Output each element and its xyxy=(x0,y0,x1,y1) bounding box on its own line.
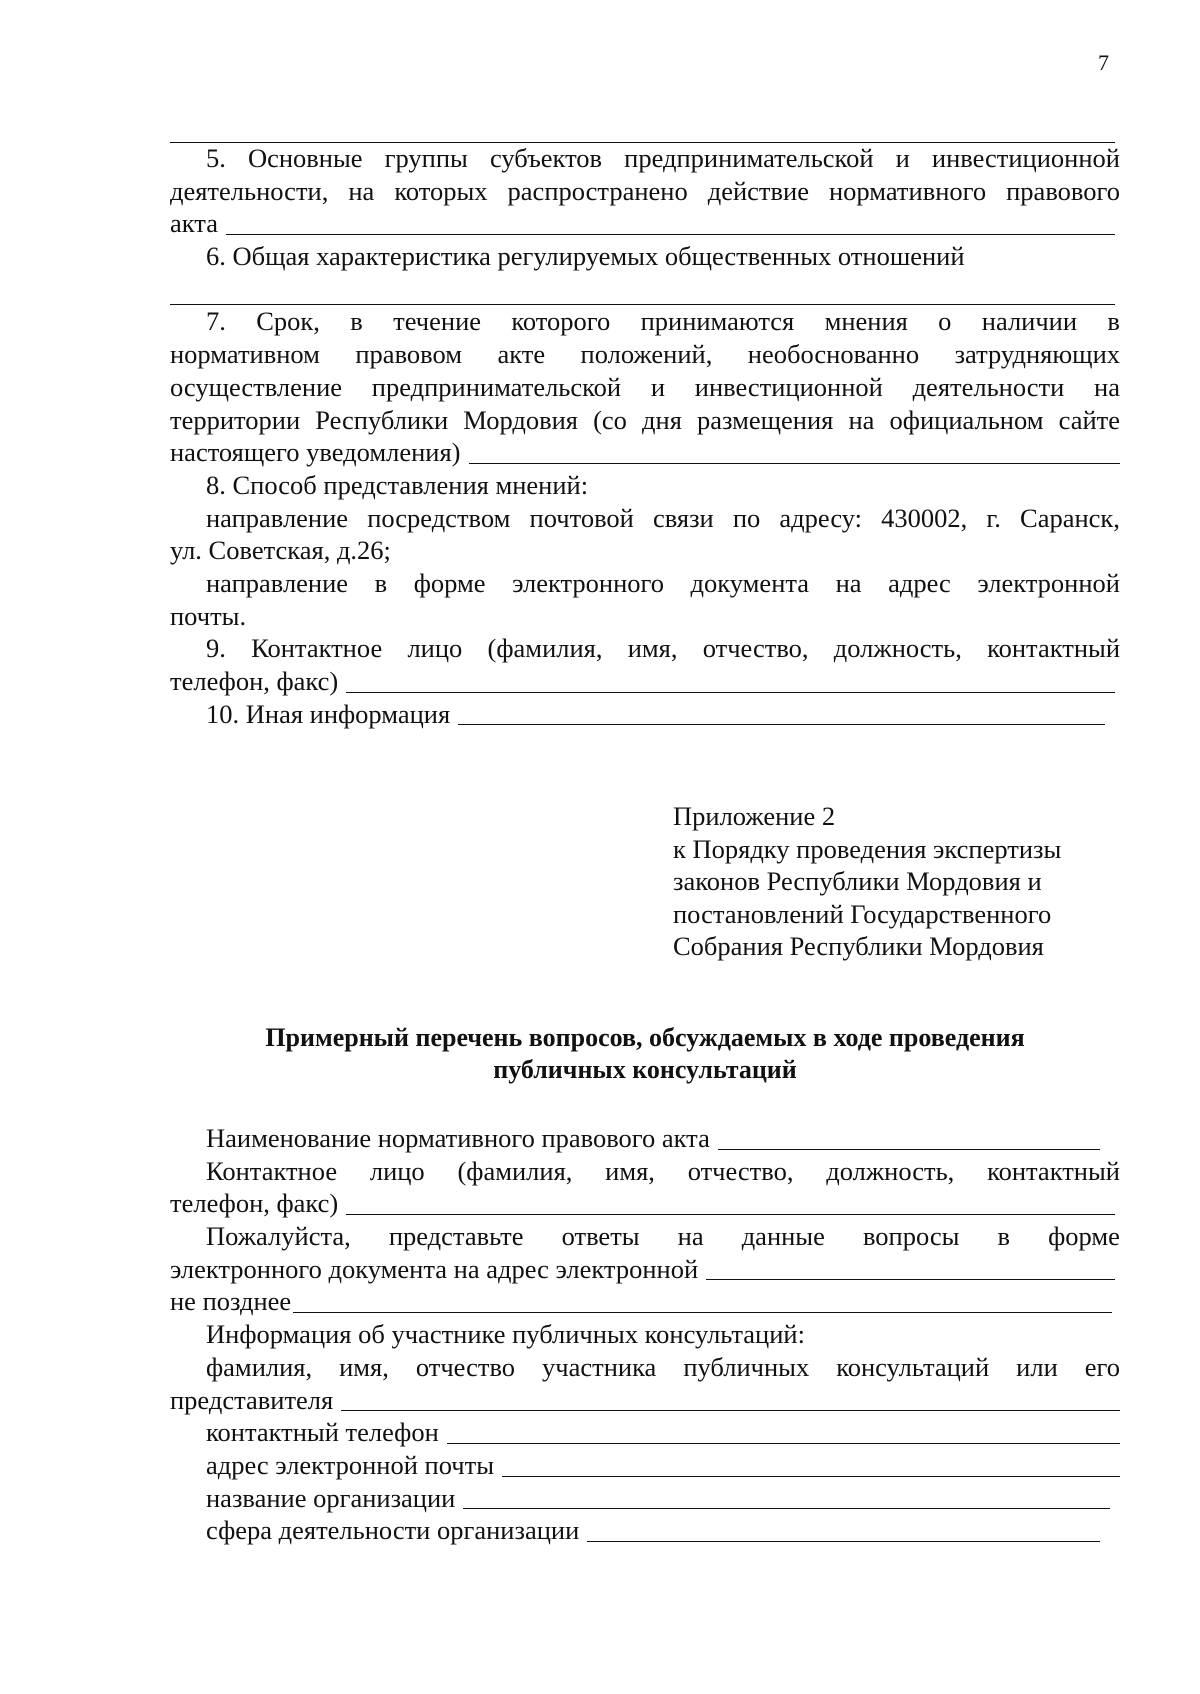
appendix-line: Приложение 2 xyxy=(673,801,836,831)
s9-line1 xyxy=(170,632,1120,665)
s5-blank xyxy=(226,234,1115,235)
email-target-blank xyxy=(706,1279,1115,1280)
word: электронного xyxy=(512,567,664,598)
title-line2: публичных консультаций xyxy=(493,1055,797,1084)
word: адресу: xyxy=(779,502,863,533)
word: группы xyxy=(384,143,468,173)
email-target-label: электронного документа на адрес электронной xyxy=(170,1253,699,1284)
word: Саранск, xyxy=(1020,502,1120,533)
s5-line3-text: акта xyxy=(170,208,218,239)
word: наличии xyxy=(981,306,1078,337)
fio-row1 xyxy=(170,1351,1120,1384)
please-row1 xyxy=(170,1220,1120,1253)
word: необоснованно xyxy=(747,339,920,370)
word: официальном xyxy=(889,404,1044,435)
s10-blank xyxy=(458,724,1105,725)
word: в xyxy=(350,306,363,337)
word: (фамилия, xyxy=(487,633,603,664)
s9-line2 xyxy=(170,665,1120,698)
s7-line5 xyxy=(170,436,1120,469)
appendix-line: к Порядку проведения экспертизы xyxy=(673,833,1062,864)
s8-line2 xyxy=(170,502,1120,535)
word: нормативном xyxy=(170,339,320,370)
word: документа xyxy=(690,567,810,598)
word: на xyxy=(1094,371,1120,402)
act-name-label: Наименование нормативного правового акта xyxy=(206,1123,710,1153)
word: Срок, xyxy=(256,306,320,337)
contact-row2 xyxy=(170,1187,1120,1220)
word: отчество, xyxy=(687,1155,794,1186)
word: на xyxy=(848,404,875,435)
word: субъектов xyxy=(489,143,603,173)
org-name-row xyxy=(170,1482,1120,1515)
word: на xyxy=(835,567,862,598)
fio-row2 xyxy=(170,1384,1120,1417)
org-sphere-label: сфера деятельности организации xyxy=(206,1515,580,1546)
word: лицо xyxy=(407,633,463,664)
contact-row1 xyxy=(170,1155,1120,1188)
org-sphere-row xyxy=(170,1514,1120,1547)
word: данные xyxy=(741,1221,825,1252)
s7-line4 xyxy=(170,404,1120,437)
word: мнения xyxy=(824,306,908,337)
word: участника xyxy=(542,1351,657,1382)
word: фамилия, xyxy=(206,1351,313,1382)
word: правовом xyxy=(355,339,462,370)
word: предпринимательской xyxy=(624,143,874,173)
word: нормативного xyxy=(828,175,987,206)
word: по xyxy=(732,502,761,533)
word: инвестиционной xyxy=(694,371,883,402)
word: Контактное xyxy=(206,1155,338,1186)
org-sphere-blank xyxy=(587,1541,1100,1542)
word: о xyxy=(938,306,952,337)
email-blank xyxy=(502,1476,1120,1477)
word: сайте xyxy=(1058,404,1120,435)
word: размещения xyxy=(697,404,834,435)
word: положений, xyxy=(580,339,713,370)
questionnaire-title xyxy=(170,1022,1120,1086)
word: направление xyxy=(206,502,349,533)
s9-line2-text: телефон, факс) xyxy=(170,666,339,696)
phone-label: контактный телефон xyxy=(206,1417,439,1448)
word: форме xyxy=(1048,1221,1120,1252)
s7-line3 xyxy=(170,371,1120,404)
s6-line1 xyxy=(170,240,1120,273)
word: направление xyxy=(206,567,349,598)
word: (со xyxy=(593,404,627,435)
word: действие xyxy=(707,175,809,206)
word: публичных xyxy=(683,1351,810,1382)
please-row2 xyxy=(170,1253,1120,1286)
word: затрудняющих xyxy=(954,339,1120,370)
org-name-label: название организации xyxy=(206,1482,456,1513)
word: и xyxy=(650,371,666,402)
word: имя, xyxy=(339,1351,389,1382)
word: течение xyxy=(393,306,482,337)
s5-line3 xyxy=(170,207,1120,240)
fio-blank xyxy=(341,1410,1120,1411)
word: отчество xyxy=(415,1351,516,1382)
word: лицо xyxy=(369,1155,425,1186)
appendix-line: законов Республики Мордовия и xyxy=(673,866,1042,896)
word: должность, xyxy=(833,633,962,664)
word: деятельности, xyxy=(170,175,329,206)
word: или xyxy=(1016,1351,1058,1382)
word: и xyxy=(895,143,910,173)
act-name-blank xyxy=(718,1149,1100,1150)
word: электронной xyxy=(977,567,1120,598)
appendix-header xyxy=(673,800,1061,963)
word: инвестиционной xyxy=(931,143,1120,173)
appendix-line: Собрания Республики Мордовия xyxy=(673,931,1044,961)
word: в xyxy=(997,1221,1011,1252)
word: представьте xyxy=(388,1221,524,1252)
contact-label: телефон, факс) xyxy=(170,1188,339,1219)
word: форме xyxy=(413,567,486,598)
word: в xyxy=(374,567,388,598)
participant-info-label: Информация об участнике публичных консультаций: xyxy=(206,1319,805,1350)
word: 7. xyxy=(206,306,226,337)
word: вопросы xyxy=(862,1221,960,1252)
word: должность, xyxy=(826,1155,955,1186)
s5-line2 xyxy=(170,175,1120,208)
s7-line2 xyxy=(170,338,1120,371)
word: Пожалуйста, xyxy=(206,1221,351,1252)
word: Основные xyxy=(247,143,363,173)
fio-label: представителя xyxy=(170,1384,334,1415)
word: отчество, xyxy=(702,633,809,664)
phone-blank xyxy=(447,1443,1120,1444)
word: почтовой xyxy=(529,502,634,533)
word: (фамилия, xyxy=(457,1155,573,1186)
s7-blank xyxy=(469,463,1120,464)
word: 9. xyxy=(206,633,226,664)
s5-line1 xyxy=(170,142,1120,175)
word: посредством xyxy=(367,502,511,533)
page-number: 7 xyxy=(1098,50,1109,75)
s6-blank xyxy=(170,273,1115,306)
s8-line5 xyxy=(170,600,1120,633)
s8-address: ул. Советская, д.26; xyxy=(170,535,391,566)
s8-heading: 8. Способ представления мнений: xyxy=(206,469,589,500)
s6-text: 6. Общая характеристика регулируемых общественных отношений xyxy=(206,241,965,272)
word: дня xyxy=(642,404,682,435)
word: на xyxy=(348,175,375,206)
word: территории xyxy=(170,404,301,435)
s8-line3 xyxy=(170,534,1120,567)
word: контактный xyxy=(987,1155,1120,1186)
s7-line5-text: настоящего уведомления) xyxy=(170,437,461,468)
word: принимаются xyxy=(640,306,795,337)
deadline-label: не позднее xyxy=(170,1286,292,1317)
word: распространено xyxy=(507,175,688,206)
word: Контактное xyxy=(251,633,383,664)
word: связи xyxy=(652,502,714,533)
word: адрес xyxy=(888,567,951,598)
word: имя, xyxy=(605,1155,655,1186)
s7-line1 xyxy=(170,305,1120,338)
word: акте xyxy=(497,339,546,370)
word: правового xyxy=(1006,175,1120,206)
s8-line1 xyxy=(170,469,1120,502)
word: консультаций xyxy=(836,1351,990,1382)
title-line1: Примерный перечень вопросов, обсуждаемых в ходе проведения xyxy=(265,1023,1025,1052)
s9-blank xyxy=(346,692,1115,693)
notice-body xyxy=(170,142,1120,730)
s8-line4 xyxy=(170,567,1120,600)
deadline-blank xyxy=(293,1312,1112,1313)
word: 5. xyxy=(206,143,226,173)
word: ответы xyxy=(561,1221,640,1252)
questionnaire-form xyxy=(170,1122,1120,1547)
word: которого xyxy=(511,306,611,337)
participant-info-row xyxy=(170,1318,1120,1351)
s8-line5-text: почты. xyxy=(170,600,247,631)
word: г. xyxy=(986,502,1001,533)
deadline-row xyxy=(170,1285,1120,1318)
word: на xyxy=(677,1221,704,1252)
email-label: адрес электронной почты xyxy=(206,1449,494,1480)
word: его xyxy=(1084,1351,1120,1382)
word: Республики xyxy=(315,404,449,435)
s10-line1 xyxy=(170,698,1120,731)
word: в xyxy=(1107,306,1120,337)
org-name-blank xyxy=(463,1508,1110,1509)
act-name-row xyxy=(170,1122,1120,1155)
word: деятельности xyxy=(912,371,1065,402)
contact-blank xyxy=(346,1214,1115,1215)
appendix-line: постановлений Государственного xyxy=(673,898,1052,929)
s10-text: 10. Иная информация xyxy=(206,698,451,729)
word: осуществление xyxy=(170,371,343,402)
word: Мордовия xyxy=(463,404,578,435)
phone-row xyxy=(170,1416,1120,1449)
email-row xyxy=(170,1449,1120,1482)
word: предпринимательской xyxy=(371,371,622,402)
word: контактный xyxy=(987,633,1120,664)
word: 430002, xyxy=(881,502,968,533)
word: которых xyxy=(394,175,488,206)
word: имя, xyxy=(627,633,678,664)
